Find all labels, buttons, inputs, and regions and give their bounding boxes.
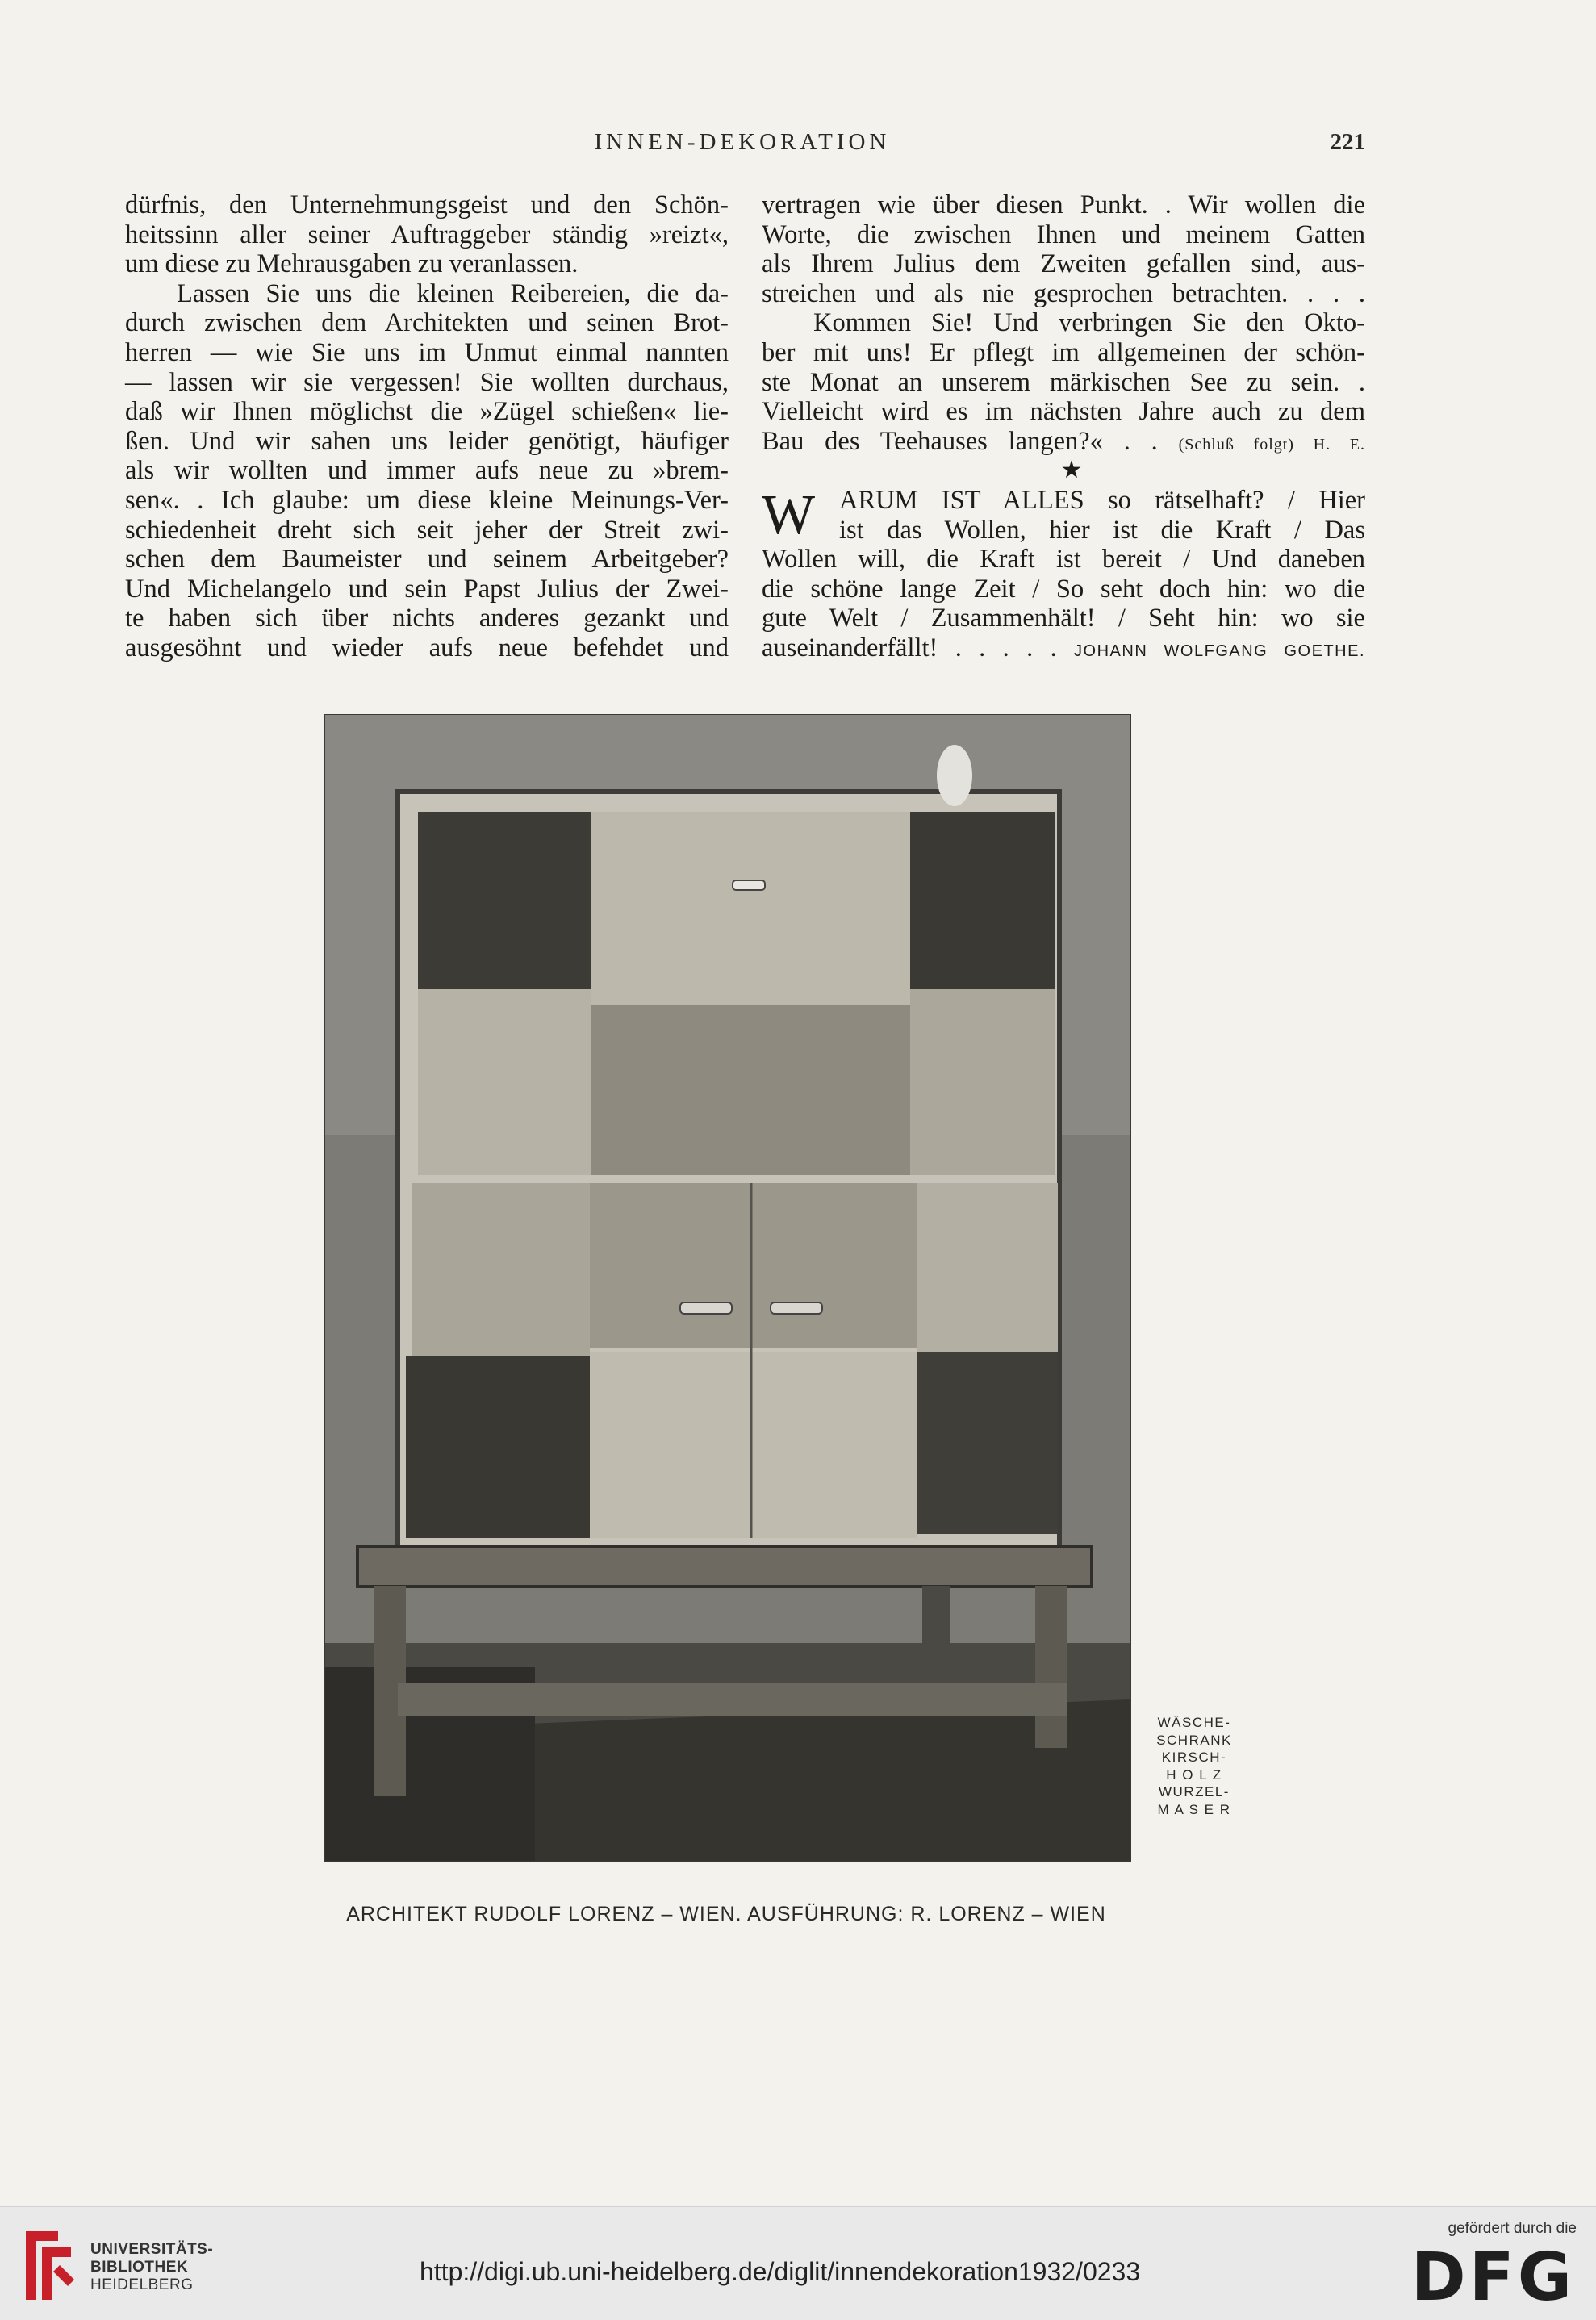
text-line: durch zwischen dem Architekten und seinen Brot- (125, 308, 729, 338)
right-text-column (762, 190, 1365, 663)
text-line: vertragen wie über diesen Punkt. . Wir wollen die (762, 190, 1365, 219)
library-name (90, 2241, 213, 2294)
caption-line: WÄSCHE- (1157, 1715, 1231, 1730)
text-line-words: Bau des Teehauses langen?« . . (762, 426, 1158, 456)
text-line: Worte, die zwischen Ihnen und meinem Gatten (762, 219, 1365, 249)
text-line: schen dem Baumeister und seinem Arbeitgeber? (125, 545, 729, 575)
text-line: um diese zu Mehrausgaben zu veranlassen. (125, 249, 579, 279)
text-line: dürfnis, den Unternehmungsgeist und den Schön- (125, 190, 729, 219)
running-head: INNEN-DEKORATION (594, 129, 891, 155)
photo-caption (1146, 1714, 1243, 1818)
poem-line-words: auseinanderfällt! . . . . . (762, 633, 1057, 663)
text-line: te haben sich über nichts anderes gezankt und (125, 604, 729, 633)
star-ornament: ★ (1060, 457, 1083, 484)
text-line: ßen. Und wir sahen uns leider genötigt, häufiger (125, 426, 729, 456)
text-line: ste Monat an unserem märkischen See zu sein. . (762, 367, 1365, 397)
text-line: Und Michelangelo und sein Papst Julius der Zwei- (125, 574, 729, 604)
poem-line: Wollen will, die Kraft ist bereit / Und daneben (762, 545, 1365, 575)
cabinet-illustration (325, 715, 1130, 1861)
text-line: daß wir Ihnen möglichst die »Zügel schießen« lie- (125, 397, 729, 427)
text-line: sen«. . Ich glaube: um diese kleine Meinungs-Ver- (125, 485, 729, 515)
signoff: (Schluß folgt) H. E. (1178, 435, 1366, 454)
text-line: ber mit uns! Er pflegt im allgemeinen der schön- (762, 337, 1365, 367)
poem-line (762, 633, 1365, 663)
dfg-logo: DFG (1410, 2239, 1575, 2316)
library-line: UNIVERSITÄTS- (90, 2241, 214, 2258)
text-line: ausgesöhnt und wieder aufs neue befehdet und (125, 633, 729, 663)
cabinet-photograph (324, 714, 1131, 1862)
caption-line: M A S E R (1157, 1801, 1231, 1817)
text-line: Kommen Sie! Und verbringen Sie den Okto- (813, 308, 1365, 338)
text-line: Vielleicht wird es im nächsten Jahre auch zu dem (762, 397, 1365, 427)
drop-cap: W (762, 483, 816, 546)
text-line: als Ihrem Julius dem Zweiten gefallen sind, aus- (762, 249, 1365, 279)
library-line: BIBLIOTHEK (90, 2259, 189, 2276)
caption-line: SCHRANK (1156, 1732, 1232, 1748)
caption-line: KIRSCH- (1161, 1749, 1227, 1765)
library-logo-icon (18, 2223, 79, 2304)
text-line: Lassen Sie uns die kleinen Reibereien, die da- (177, 278, 729, 308)
page-number: 221 (1330, 129, 1365, 155)
library-line: HEIDELBERG (90, 2276, 194, 2293)
text-line: herren — wie Sie uns im Unmut einmal nannten (125, 337, 729, 367)
text-line (762, 427, 1365, 457)
viewer-footer (0, 2206, 1596, 2320)
poem-line: ist das Wollen, hier ist die Kraft / Das (839, 515, 1365, 545)
text-line: schiedenheit dreht sich seit jeher der Streit zwi- (125, 515, 729, 545)
caption-line: H O L Z (1166, 1766, 1222, 1783)
poem-author: JOHANN WOLFGANG GOETHE. (1074, 642, 1365, 660)
poem-line: die schöne lange Zeit / So seht doch hin: wo die (762, 574, 1365, 604)
text-line: als wir wollten und immer aufs neue zu »brem- (125, 456, 729, 486)
poem-line: gute Welt / Zusammenhält! / Seht hin: wo sie (762, 604, 1365, 633)
left-text-column (125, 190, 729, 663)
text-line: streichen und als nie gesprochen betrachten. . . . (762, 278, 1365, 308)
poem-line: ARUM IST ALLES so rätselhaft? / Hier (839, 485, 1365, 515)
goethe-poem (762, 483, 1365, 663)
text-line: — lassen wir sie vergessen! Sie wollten durchaus, (125, 367, 729, 397)
text-line: heitssinn aller seiner Auftraggeber ständig »reizt«, (125, 219, 729, 249)
caption-line: WURZEL- (1159, 1784, 1230, 1800)
architect-credit: ARCHITEKT RUDOLF LORENZ – WIEN. AUSFÜHRUNG: R. LORENZ – WIEN (346, 1903, 1106, 1925)
funding-note: gefördert durch die (1448, 2220, 1577, 2237)
permalink-url[interactable]: http://digi.ub.uni-heidelberg.de/diglit/innendekoration1932/0233 (420, 2257, 1141, 2286)
